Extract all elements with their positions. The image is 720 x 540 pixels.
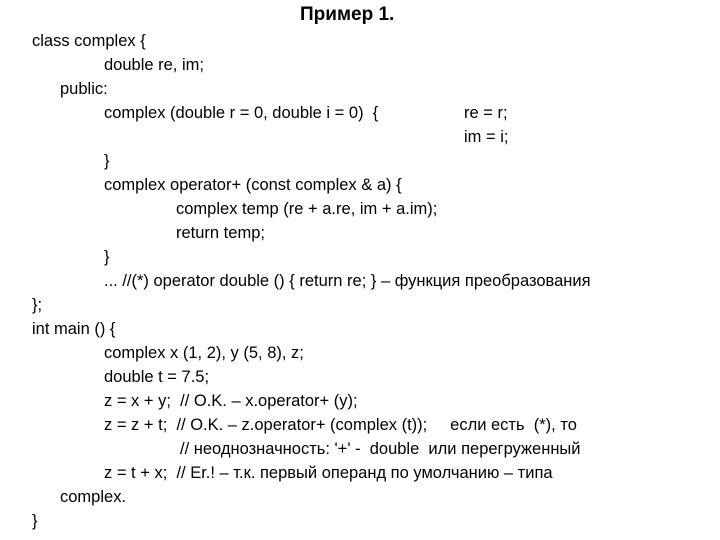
code-line-public: public: [60,80,108,98]
code-line-class-decl: class complex { [32,32,146,50]
code-line-sum-tx: z = t + x; // Er.! – т.к. первый операнд по умолчанию – типа [104,464,553,482]
code-line-close-ctor: } [104,152,110,170]
code-line-assign-re: re = r; [464,104,508,122]
code-line-main-end: } [32,512,38,530]
code-line-operator-plus: complex operator+ (const complex & a) { [104,176,402,194]
slide-title: Пример 1. [300,4,395,25]
code-line-class-end: }; [32,296,43,314]
code-line-return-temp: return temp; [176,224,265,242]
code-line-complex-cont: complex. [60,488,127,506]
code-line-fields: double re, im; [104,56,204,74]
code-line-declare-t: double t = 7.5; [104,368,210,386]
code-line-temp: complex temp (re + a.re, im + a.im); [176,200,438,218]
code-line-sum-xy: z = x + y; // O.K. – x.operator+ (y); [104,392,358,410]
code-line-sum-zt: z = z + t; // O.K. – z.operator+ (complex (t)); если есть (*), то [104,416,577,434]
code-line-constructor: complex (double r = 0, double i = 0) { [104,104,379,122]
code-line-operator-double: ... //(*) operator double () { return re; } – функция преобразования [104,272,591,290]
code-line-declare-xyz: complex x (1, 2), y (5, 8), z; [104,344,304,362]
code-line-assign-im: im = i; [464,128,509,146]
code-line-ambiguity: // неоднозначность: '+' - double или перегруженный [180,440,581,458]
code-line-close-operator: } [104,248,110,266]
code-line-main: int main () { [32,320,116,338]
